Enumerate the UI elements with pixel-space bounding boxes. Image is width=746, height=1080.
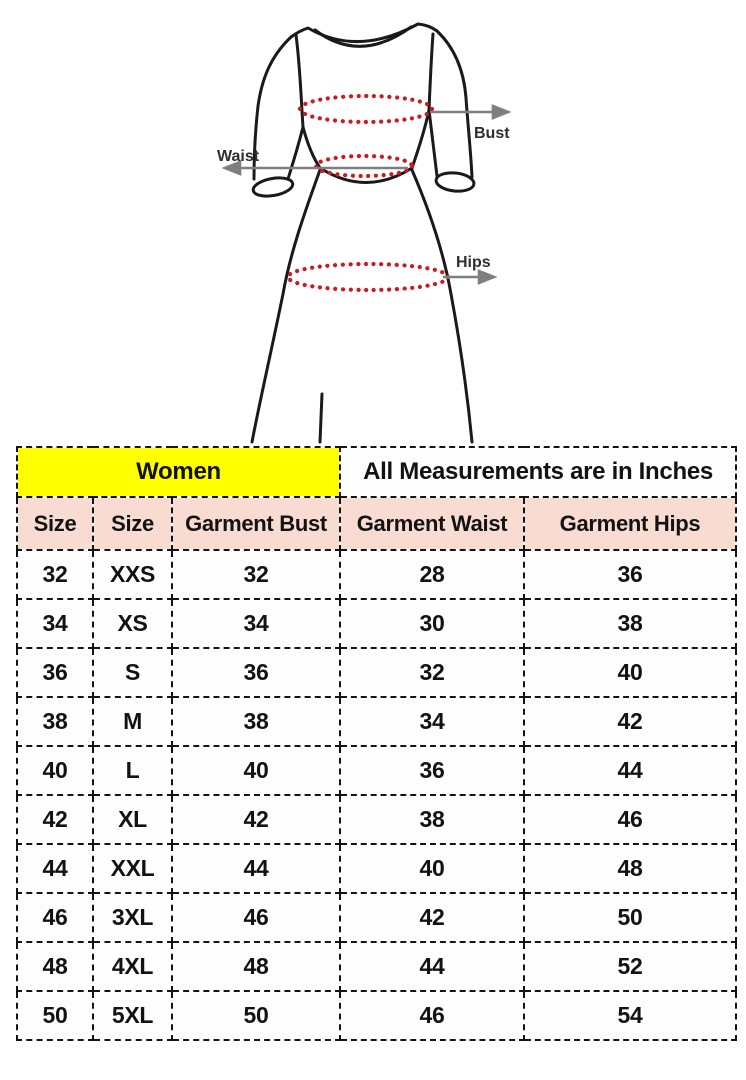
bust-measure-ellipse (300, 96, 432, 122)
size-table (16, 446, 737, 1041)
table-cell: 34 (340, 697, 524, 746)
table-row (17, 599, 736, 648)
table-cell: 4XL (93, 942, 172, 991)
hips-measure-ellipse (288, 264, 448, 290)
table-cell: 44 (340, 942, 524, 991)
table-cell: 38 (172, 697, 340, 746)
table-cell: 40 (524, 648, 736, 697)
group-header-row (17, 447, 736, 497)
table-cell: 38 (17, 697, 93, 746)
table-cell: 30 (340, 599, 524, 648)
hips-label: Hips (456, 254, 491, 271)
col-header-size-num: Size (17, 497, 93, 550)
table-cell: 46 (172, 893, 340, 942)
col-header-garment-hips: Garment Hips (524, 497, 736, 550)
table-cell: 5XL (93, 991, 172, 1040)
women-group-header: Women (17, 447, 340, 497)
table-cell: 48 (172, 942, 340, 991)
table-cell: 42 (340, 893, 524, 942)
table-cell: 44 (524, 746, 736, 795)
table-row (17, 893, 736, 942)
table-cell: 44 (172, 844, 340, 893)
table-cell: 28 (340, 550, 524, 599)
waist-measure-ellipse (316, 156, 412, 176)
table-cell: 48 (17, 942, 93, 991)
table-cell: 44 (17, 844, 93, 893)
table-cell: XXL (93, 844, 172, 893)
table-cell: 46 (17, 893, 93, 942)
table-row (17, 648, 736, 697)
table-row (17, 844, 736, 893)
table-cell: 52 (524, 942, 736, 991)
dress-outline (252, 24, 475, 442)
table-cell: 32 (172, 550, 340, 599)
table-cell: 38 (340, 795, 524, 844)
units-group-header: All Measurements are in Inches (340, 447, 736, 497)
table-cell: 50 (524, 893, 736, 942)
table-cell: 50 (172, 991, 340, 1040)
col-header-size-alpha: Size (93, 497, 172, 550)
table-cell: 36 (172, 648, 340, 697)
table-cell: M (93, 697, 172, 746)
table-cell: 54 (524, 991, 736, 1040)
table-cell: 50 (17, 991, 93, 1040)
table-cell: 40 (340, 844, 524, 893)
table-cell: 46 (524, 795, 736, 844)
table-cell: 36 (17, 648, 93, 697)
column-header-row (17, 497, 736, 550)
table-cell: 46 (340, 991, 524, 1040)
table-cell: 36 (340, 746, 524, 795)
dress-measurement-diagram (0, 0, 746, 446)
waist-label: Waist (217, 148, 260, 165)
table-cell: 42 (524, 697, 736, 746)
col-header-garment-bust: Garment Bust (172, 497, 340, 550)
table-cell: 40 (172, 746, 340, 795)
table-cell: 3XL (93, 893, 172, 942)
table-cell: 42 (17, 795, 93, 844)
table-row (17, 697, 736, 746)
size-table-body (17, 550, 736, 1040)
table-row (17, 550, 736, 599)
table-cell: 42 (172, 795, 340, 844)
table-cell: 48 (524, 844, 736, 893)
bust-label: Bust (474, 125, 510, 142)
table-cell: XL (93, 795, 172, 844)
table-row (17, 942, 736, 991)
table-row (17, 991, 736, 1040)
bust-arrow-icon (430, 106, 508, 118)
table-cell: 40 (17, 746, 93, 795)
table-cell: 32 (340, 648, 524, 697)
col-header-garment-waist: Garment Waist (340, 497, 524, 550)
table-cell: L (93, 746, 172, 795)
hips-arrow-icon (443, 271, 494, 283)
table-cell: 34 (17, 599, 93, 648)
table-row (17, 795, 736, 844)
table-cell: 36 (524, 550, 736, 599)
table-row (17, 746, 736, 795)
table-cell: 38 (524, 599, 736, 648)
table-cell: 34 (172, 599, 340, 648)
table-cell: S (93, 648, 172, 697)
table-cell: 32 (17, 550, 93, 599)
table-cell: XS (93, 599, 172, 648)
table-cell: XXS (93, 550, 172, 599)
